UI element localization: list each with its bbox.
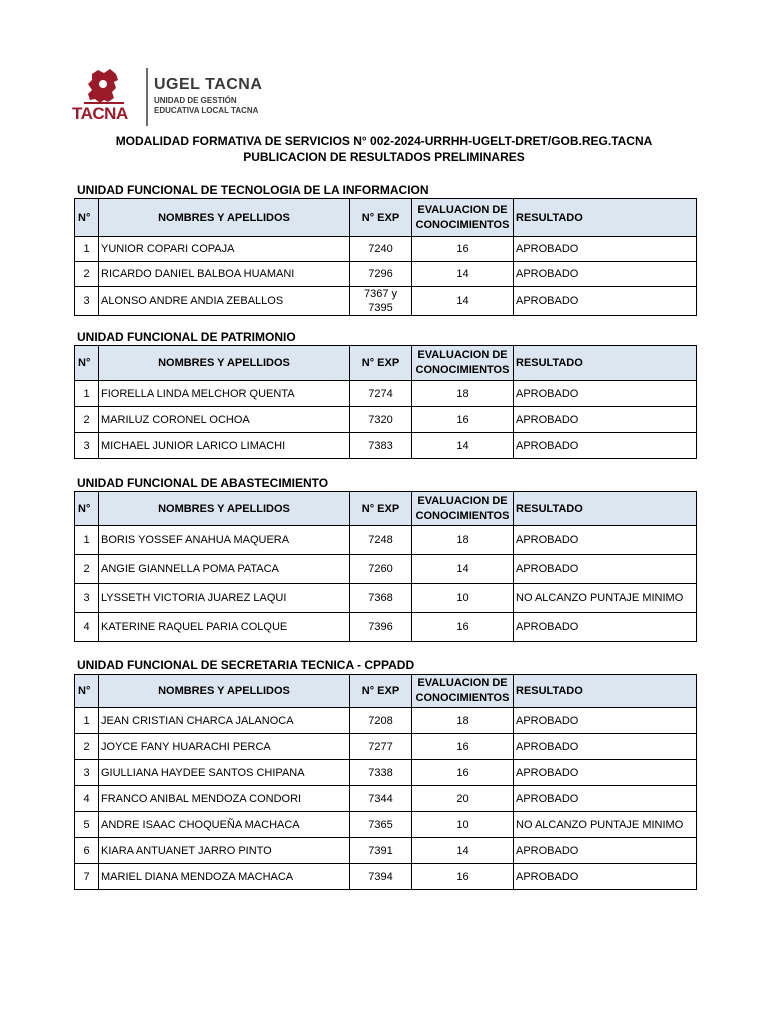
results-table [74, 345, 697, 459]
org-subtitle-2: EDUCATIVA LOCAL TACNA [154, 106, 259, 115]
table-header: N° NOMBRES Y APELLIDOS N° EXP EVALUACION DE CONOCIMIENTOS RESULTADO [75, 346, 697, 381]
table-row: 7 MARIEL DIANA MENDOZA MACHACA 7394 16 APROBADO [75, 864, 697, 890]
org-title: UGEL TACNA [154, 76, 263, 93]
table-row: 6 KIARA ANTUANET JARRO PINTO 7391 14 APROBADO [75, 838, 697, 864]
org-subtitle-1: UNIDAD DE GESTIÓN [154, 96, 237, 105]
ugel-tacna-logo [70, 66, 270, 130]
table-row: 1 FIORELLA LINDA MELCHOR QUENTA 7274 18 APROBADO [75, 381, 697, 407]
results-table [74, 198, 697, 316]
table-row: 3 LYSSETH VICTORIA JUAREZ LAQUI 7368 10 NO ALCANZO PUNTAJE MINIMO [75, 584, 697, 613]
table-header [75, 199, 697, 237]
col-exp: N° EXP [350, 199, 412, 237]
section-title: UNIDAD FUNCIONAL DE ABASTECIMIENTO [77, 476, 329, 490]
table-row: 5 ANDRE ISAAC CHOQUEÑA MACHACA 7365 10 NO ALCANZO PUNTAJE MINIMO [75, 812, 697, 838]
table-row: 4 FRANCO ANIBAL MENDOZA CONDORI 7344 20 APROBADO [75, 786, 697, 812]
table-row: 2 JOYCE FANY HUARACHI PERCA 7277 16 APROBADO [75, 734, 697, 760]
document-title: MODALIDAD FORMATIVA DE SERVICIOS N° 002-2024-URRHH-UGELT-DRET/GOB.REG.TACNA [115, 134, 653, 148]
logo-wordmark: TACNA [72, 104, 128, 123]
col-eval: EVALUACION DE CONOCIMIENTOS [412, 199, 514, 237]
table-row: 3 ALONSO ANDRE ANDIA ZEBALLOS 7367 y 7395 14 APROBADO [75, 287, 697, 316]
table-row: 2 ANGIE GIANNELLA POMA PATACA 7260 14 APROBADO [75, 555, 697, 584]
results-table [74, 491, 697, 642]
section-title: UNIDAD FUNCIONAL DE SECRETARIA TECNICA - CPPADD [77, 658, 415, 672]
table-row: 1 YUNIOR COPARI COPAJA 7240 16 APROBADO [75, 237, 697, 262]
col-result: RESULTADO [514, 199, 697, 237]
table-header: N° NOMBRES Y APELLIDOS N° EXP EVALUACION DE CONOCIMIENTOS RESULTADO [75, 675, 697, 708]
table-row: 2 MARILUZ CORONEL OCHOA 7320 16 APROBADO [75, 407, 697, 433]
table-row: 3 MICHAEL JUNIOR LARICO LIMACHI 7383 14 APROBADO [75, 433, 697, 459]
table-header: N° NOMBRES Y APELLIDOS N° EXP EVALUACION DE CONOCIMIENTOS RESULTADO [75, 492, 697, 526]
document-subtitle: PUBLICACION DE RESULTADOS PRELIMINARES [243, 150, 525, 164]
table-row: 1 BORIS YOSSEF ANAHUA MAQUERA 7248 18 APROBADO [75, 526, 697, 555]
table-row: 1 JEAN CRISTIAN CHARCA JALANOCA 7208 18 APROBADO [75, 708, 697, 734]
results-table [74, 674, 697, 890]
section-title: UNIDAD FUNCIONAL DE PATRIMONIO [77, 330, 296, 344]
table-row: 2 RICARDO DANIEL BALBOA HUAMANI 7296 14 APROBADO [75, 262, 697, 287]
section-title: UNIDAD FUNCIONAL DE TECNOLOGIA DE LA INFORMACION [77, 183, 429, 197]
table-row: 4 KATERINE RAQUEL PARIA COLQUE 7396 16 APROBADO [75, 613, 697, 642]
col-name: NOMBRES Y APELLIDOS [99, 199, 350, 237]
table-row: 3 GIULLIANA HAYDEE SANTOS CHIPANA 7338 16 APROBADO [75, 760, 697, 786]
logo-separator [146, 68, 148, 126]
col-n: N° [75, 199, 99, 237]
